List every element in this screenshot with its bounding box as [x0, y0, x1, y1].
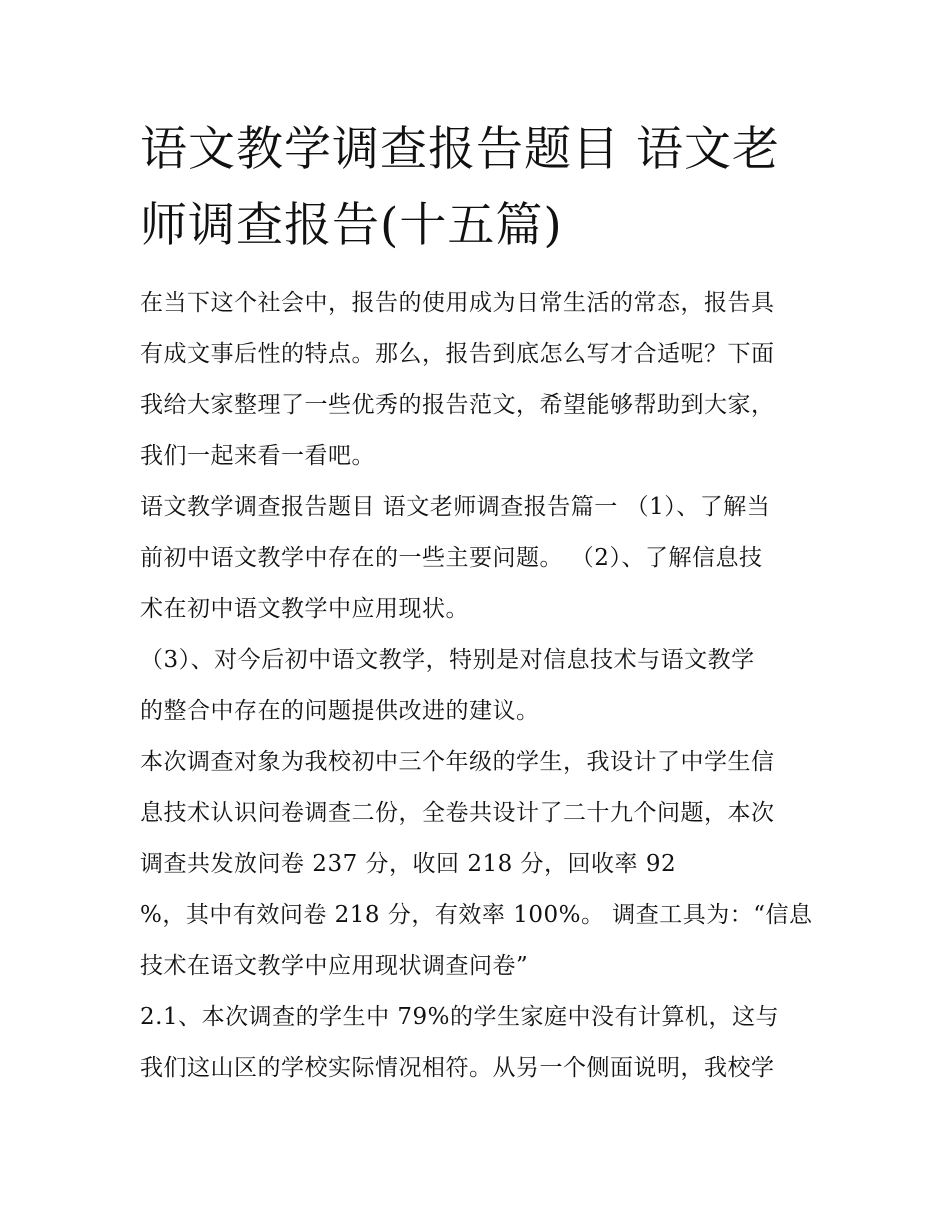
body-line: 2.1、本次调查的学生中 79%的学生家庭中没有计算机，这与: [140, 1004, 780, 1030]
body-line: 在当下这个社会中，报告的使用成为日常生活的常态，报告具: [140, 290, 775, 316]
body-line: 我们这山区的学校实际情况相符。从另一个侧面说明，我校学: [140, 1055, 775, 1081]
document-title: [140, 112, 820, 264]
body-line: 我们一起来看一看吧。: [140, 443, 375, 469]
body-line: 技术在语文教学中应用现状调查问卷”: [140, 953, 529, 979]
body-line: 调查共发放问卷 237 分，收回 218 分，回收率 92: [140, 851, 677, 877]
body-line: 有成文事后性的特点。那么，报告到底怎么写才合适呢？下面: [140, 341, 775, 367]
body-line: 语文教学调查报告题目 语文老师调查报告篇一 （1）、了解当: [140, 494, 771, 520]
body-line: 前初中语文教学中存在的一些主要问题。 （2）、了解信息技: [140, 545, 763, 571]
title-line: 师调查报告(十五篇): [140, 198, 563, 253]
body-line: （3）、对今后初中语文教学，特别是对信息技术与语文教学: [140, 647, 755, 673]
body-line: 息技术认识问卷调查二份，全卷共设计了二十九个问题，本次: [140, 800, 775, 826]
body-line: %，其中有效问卷 218 分，有效率 100%。 调查工具为：“信息: [140, 902, 813, 928]
body-line: 的整合中存在的问题提供改进的建议。: [140, 698, 540, 724]
body-line: 本次调查对象为我校初中三个年级的学生，我设计了中学生信: [140, 749, 775, 775]
title-line: 语文教学调查报告题目 语文老: [140, 122, 780, 177]
document-content: [140, 112, 820, 1094]
document-body: [140, 278, 820, 1094]
body-line: 术在初中语文教学中应用现状。: [140, 596, 469, 622]
body-line: 我给大家整理了一些优秀的报告范文，希望能够帮助到大家，: [140, 392, 775, 418]
